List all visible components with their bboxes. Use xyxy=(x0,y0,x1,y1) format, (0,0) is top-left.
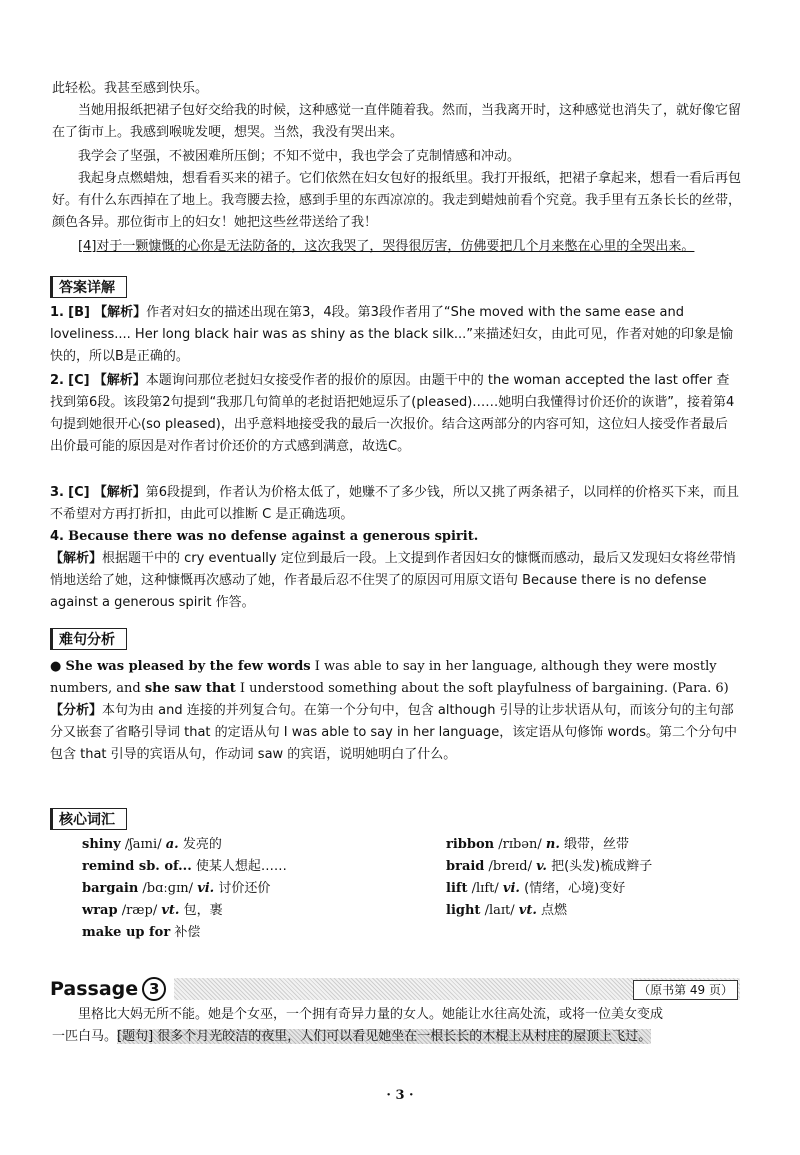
answer-item-2 xyxy=(50,370,740,458)
vocab-entry: ribbon /rɪbən/ n. 缎带，丝带 xyxy=(446,837,630,852)
answer-item-3 xyxy=(50,482,740,526)
passage-number: 3 xyxy=(142,977,166,1001)
vocab-column-right xyxy=(446,834,746,922)
analysis-text: 根据题干中的 cry eventually 定位到最后一段。上文提到作者因妇女的慷慨而感动，最后又发现妇女将丝带悄悄地送给了她，这种慷慨再次感动了她，作者最后忍不住哭了的原因可用原文语句 Because there is no defense against a generous spirit 作答。 xyxy=(50,551,736,610)
vocab-entry: shiny /ʃaɪni/ a. 发亮的 xyxy=(82,837,222,852)
page-number: · 3 · xyxy=(386,1088,414,1103)
sentence-part: She was pleased by the few words xyxy=(65,659,311,674)
analysis-tag: 【解析】 xyxy=(50,551,103,566)
answer-key: [C] xyxy=(68,485,90,500)
vocab-entry: remind sb. of... 使某人想起…… xyxy=(82,859,287,874)
passage-label: Passage xyxy=(50,978,139,1000)
sentence-part: she saw that xyxy=(144,681,236,696)
question-number: 4. xyxy=(50,529,64,544)
paragraph-reference: (Para. 6) xyxy=(672,681,729,696)
vocab-entry: lift /lɪft/ vi. (情绪，心境)变好 xyxy=(446,881,626,896)
vocab-entry: light /laɪt/ vt. 点燃 xyxy=(446,903,568,918)
passage-page-reference: （原书第 49 页） xyxy=(633,980,738,1000)
analysis-text: 第6段提到，作者认为价格太低了，她赚不了多少钱，所以又挑了两条裙子，以同样的价格买下来，而且不希望对方再打折扣，由此可以推断 C 是正确选项。 xyxy=(50,485,739,522)
highlighted-sentence: [题句] 很多个月光皎洁的夜里，人们可以看见她坐在一根长长的木棍上从村庄的屋顶上飞过。 xyxy=(117,1029,652,1044)
question-number: 2. xyxy=(50,373,64,388)
question-number: 1. xyxy=(50,305,64,320)
analysis-tag: 【解析】 xyxy=(93,373,146,388)
vocab-entry: bargain /bɑːɡɪn/ vi. 讨价还价 xyxy=(82,881,271,896)
vocab-column-left xyxy=(82,834,422,944)
difficult-sentence-heading: 难句分析 xyxy=(50,628,127,650)
answer-item-1 xyxy=(50,302,740,368)
passage-text-line xyxy=(52,1026,742,1048)
answer-key: [C] xyxy=(68,373,90,388)
difficult-sentence: ● She was pleased by the few words I was able to say in her language, although they were mostly numbers, and she saw that I understood something about the soft playfulness of bargaining. (Para. 6) 【分析】本句为由 and 连接的并列复合句。在第一个分句中，包含 although 引导的让步状语从句，而该分句的主句部分又嵌套了省略引导词 that 的定语从句 I was able to say in her language，该定语从句修饰 words。第二个分句中包含 that 引导的宾语从句，作动词 saw 的宾语，说明她明白了什么。 xyxy=(50,659,738,762)
passage-title xyxy=(50,976,174,1002)
translation-key-sentence: [4]对于一颗慷慨的心你是无法防备的，这次我哭了，哭得很厉害，仿佛要把几个月来憋在心里的全哭出来。 xyxy=(78,239,695,254)
translation-line: 此轻松。我甚至感到快乐。 xyxy=(52,81,209,96)
analysis-text: 本句为由 and 连接的并列复合句。在第一个分句中，包含 although 引导的让步状语从句，而该分句的主句部分又嵌套了省略引导词 that 的定语从句 I was able to say in her language，该定语从句修饰 words。第二个分句中包含 that 引导的宾语从句，作动词 saw 的宾语，说明她明白了什么。 xyxy=(50,703,738,762)
vocab-entry: make up for 补偿 xyxy=(82,925,201,940)
sentence-part: I understood something about the soft playfulness of bargaining. xyxy=(235,681,669,696)
vocabulary-heading: 核心词汇 xyxy=(50,808,127,830)
analysis-tag: 【解析】 xyxy=(94,305,147,320)
answers-heading: 答案详解 xyxy=(50,276,127,298)
analysis-tag: 【分析】 xyxy=(50,703,103,718)
answer-item-4 xyxy=(50,526,740,614)
vocab-entry: braid /breɪd/ v. 把(头发)梳成辫子 xyxy=(446,859,653,874)
sentence-part: I was able to say in her language, although they were mostly numbers, and xyxy=(50,659,717,696)
vocab-entry: wrap /ræp/ vt. 包，裹 xyxy=(82,903,223,918)
analysis-tag: 【解析】 xyxy=(93,485,146,500)
answer-key: Because there was no defense against a generous spirit. xyxy=(68,529,479,544)
question-number: 3. xyxy=(50,485,64,500)
translation-paragraph: 我学会了坚强，不被困难所压倒；不知不觉中，我也学会了克制情感和冲动。 xyxy=(78,149,521,164)
translation-paragraph: 我起身点燃蜡烛，想看看买来的裙子。它们依然在妇女包好的报纸里。我打开报纸，把裙子拿起来，想看一看后再包好。有什么东西掉在了地上。我弯腰去捡，感到手里的东西凉凉的。我走到蜡烛前看个究竟。我手里有五条长长的丝带，颜色各异。那位街市上的妇女！她把这些丝带送给了我！ xyxy=(52,171,742,230)
answer-key: [B] xyxy=(68,305,90,320)
analysis-text: 作者对妇女的描述出现在第3，4段。第3段作者用了“She moved with the same ease and loveliness.... Her long black hair was as shiny as the black silk...”来描述妇女，由此可见，作者对她的印象是愉快的，所以B是正确的。 xyxy=(50,305,733,364)
passage-text-line: 里格比大妈无所不能。她是个女巫，一个拥有奇异力量的女人。她能让水往高处流，或将一位美女变成 xyxy=(78,1007,664,1022)
analysis-text: 本题询问那位老挝妇女接受作者的报价的原因。由题干中的 the woman accepted the last offer 查找到第6段。该段第2句提到“我那几句简单的老挝语把她逗乐了(pleased)……她明白我懂得讨价还价的诙谐”，接着第4句提到她很开心(so pleased)，出乎意料地接受我的最后一次报价。结合这两部分的内容可知，这位妇人接受作者最后出价最可能的原因是对作者讨价还价的方式感到满意，故选C。 xyxy=(50,373,735,454)
passage-text: 一匹白马。 xyxy=(52,1029,118,1044)
translation-paragraph: 当她用报纸把裙子包好交给我的时候，这种感觉一直伴随着我。然而，当我离开时，这种感觉也消失了，就好像它留在了街市上。我感到喉咙发哽，想哭。当然，我没有哭出来。 xyxy=(52,103,742,140)
